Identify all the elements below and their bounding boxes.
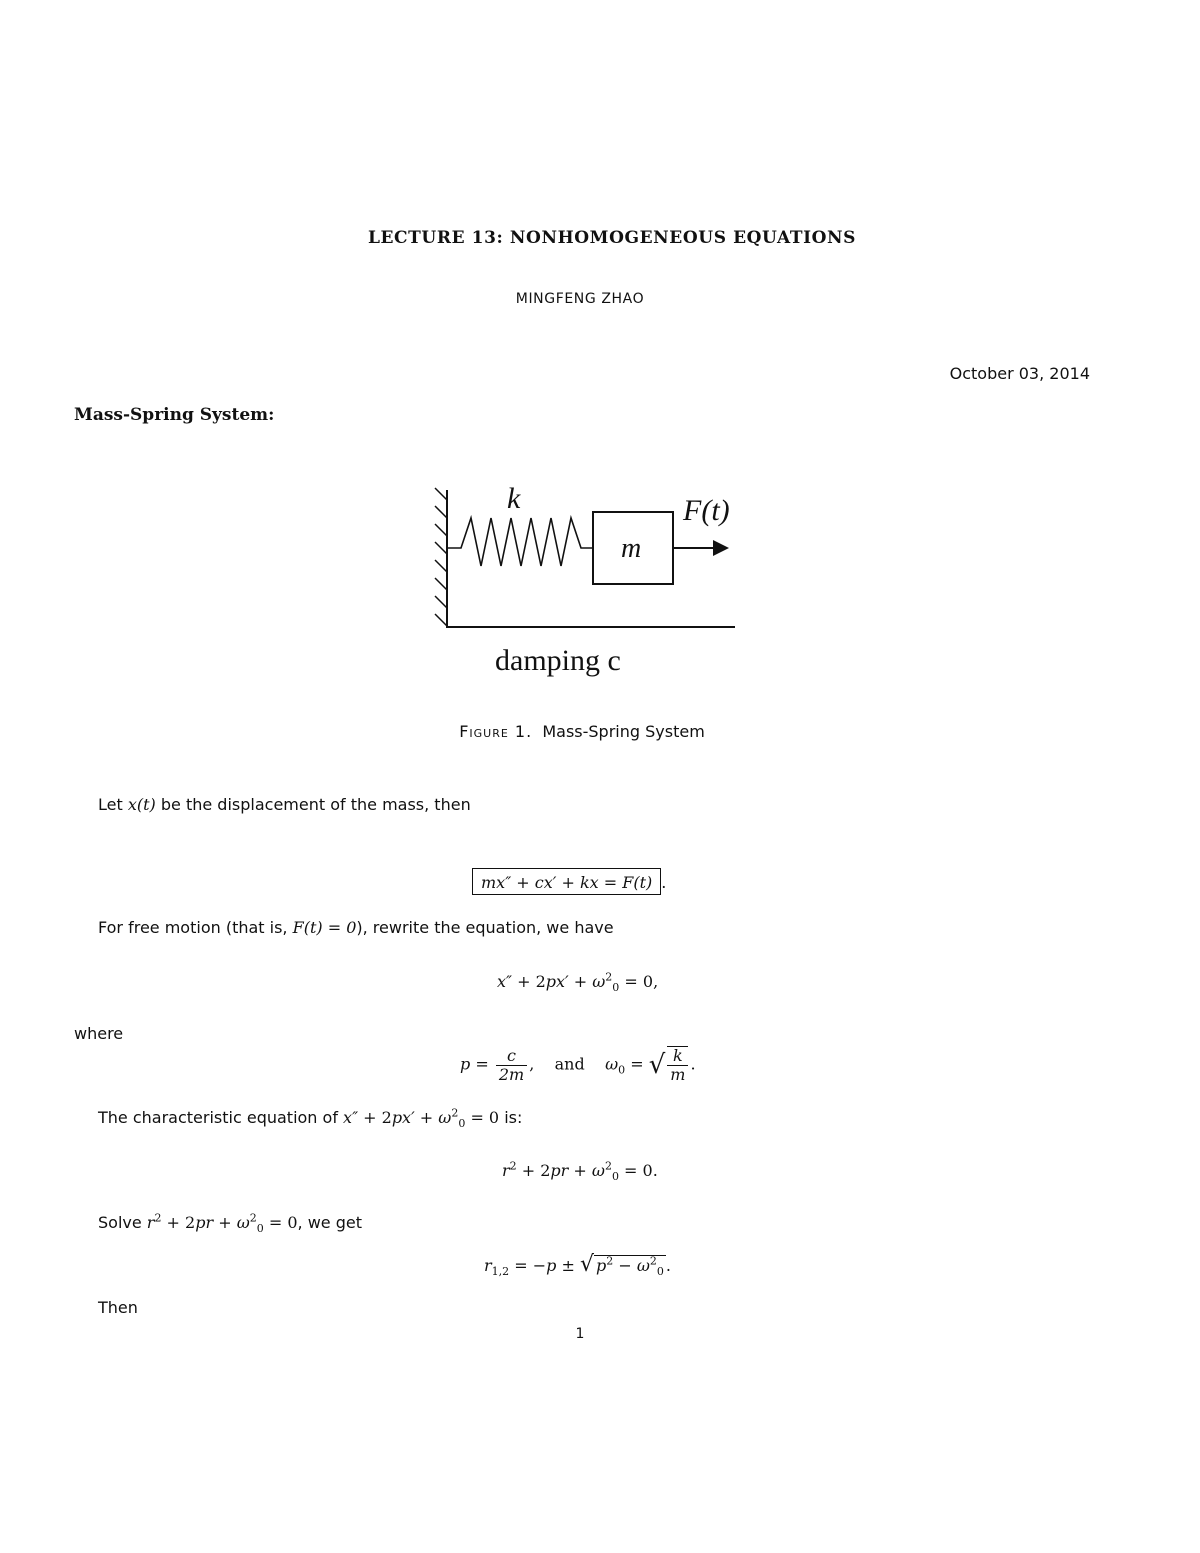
- word-where: where: [74, 1024, 124, 1043]
- date: October 03, 2014: [949, 364, 1090, 383]
- figure-caption: [0, 722, 1182, 741]
- spring: [447, 518, 593, 566]
- paragraph-let: Let x(t) be the displacement of the mass, then: [98, 795, 471, 814]
- page-number: 1: [575, 1326, 585, 1342]
- author: MINGFENG ZHAO: [515, 291, 645, 307]
- equation-characteristic: $r^2 + 2pr + \omega^2_0 = 0$.: [502, 1159, 658, 1184]
- word-then: Then: [98, 1298, 138, 1317]
- page-title: LECTURE 13: NONHOMOGENEOUS EQUATIONS: [367, 228, 857, 248]
- force-arrow-head: [713, 540, 729, 556]
- caption-prefix: Figure 1.: [459, 722, 533, 741]
- equation-free-motion: $x'' + 2px' + \omega^2_0 = 0$,: [497, 970, 659, 995]
- equation-definitions: p = $\frac{c}{2m}$ , and $\omega_0$ = √ $\frac{k}{m}$ .: [460, 1045, 696, 1084]
- paragraph-free-motion: For free motion (that is, F(t) = 0), rewrite the equation, we have: [98, 918, 614, 937]
- mass-spring-diagram: [425, 480, 755, 685]
- section-heading: Mass-Spring System:: [74, 405, 275, 425]
- force-label: F(t): [683, 494, 730, 527]
- paragraph-solve: Solve $r^2 + 2pr + \omega^2_0 = 0$, we get: [98, 1211, 362, 1236]
- mass-label: m: [621, 533, 642, 564]
- wall-hatching: [435, 488, 447, 626]
- paragraph-characteristic: The characteristic equation of $x'' + 2px' + \omega^2_0 = 0$ is:: [98, 1106, 523, 1131]
- equation-motion: mx″ + cx′ + kx = F(t) .: [472, 868, 666, 895]
- spring-label: k: [507, 482, 521, 515]
- equation-roots: $r_{1,2} = -p$ ± √ $p^2 - \omega^2_0$ .: [484, 1252, 671, 1279]
- damping-label: damping c: [495, 644, 621, 677]
- caption-text: Mass-Spring System: [542, 722, 705, 741]
